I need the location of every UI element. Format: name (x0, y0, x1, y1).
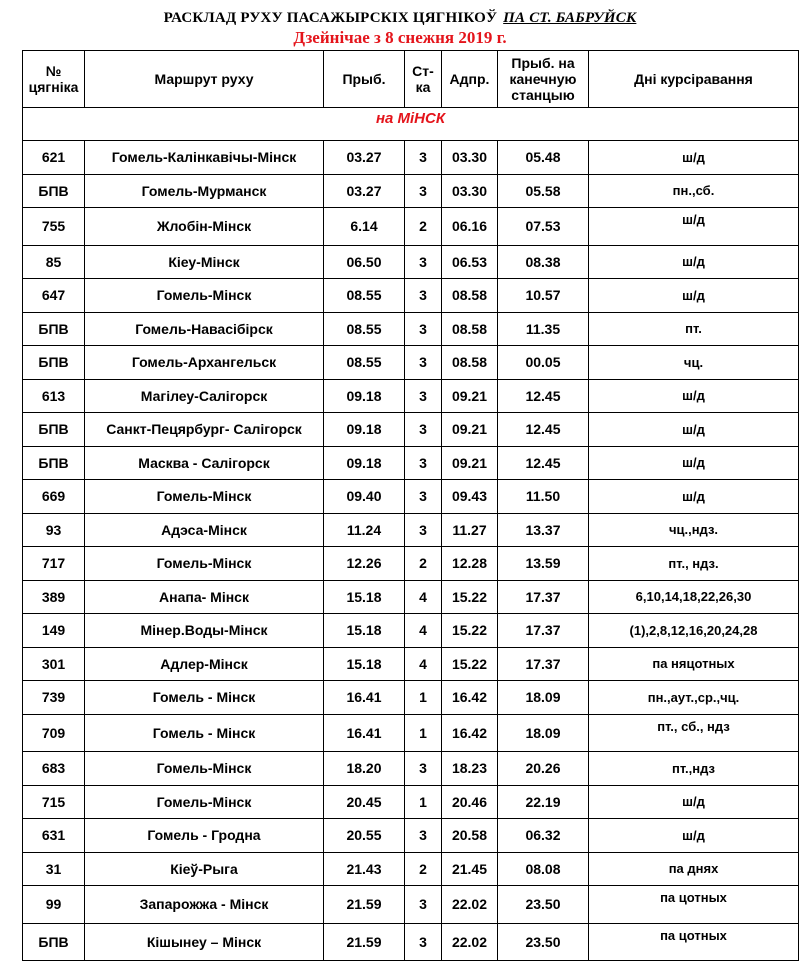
cell-arrival-time: 03.27 (324, 174, 405, 208)
cell-arrival-time: 09.40 (324, 480, 405, 514)
cell-arrival-time: 09.18 (324, 446, 405, 480)
cell-train-number: 149 (23, 614, 85, 648)
col-arrival: Прыб. (324, 51, 405, 108)
cell-final-arrival: 23.50 (498, 923, 589, 961)
cell-route: Гомель-Мінск (85, 785, 324, 819)
table-row (23, 886, 799, 924)
cell-train-number: 739 (23, 681, 85, 715)
cell-route: Гомель - Мінск (85, 681, 324, 715)
cell-arrival-time: 15.18 (324, 580, 405, 614)
station-name: ПА СТ. БАБРУЙСК (503, 10, 637, 26)
table-row (23, 752, 799, 786)
cell-departure-time: 15.22 (442, 580, 498, 614)
cell-platform: 3 (405, 312, 442, 346)
cell-route: Гомель-Мурманск (85, 174, 324, 208)
col-route: Маршрут руху (85, 51, 324, 108)
table-row (23, 413, 799, 447)
table-row (23, 312, 799, 346)
cell-platform: 3 (405, 174, 442, 208)
table-row (23, 208, 799, 246)
cell-route: Гомель-Навасібірск (85, 312, 324, 346)
cell-running-days: па цотных (589, 923, 799, 961)
cell-final-arrival: 05.48 (498, 141, 589, 175)
header-row (23, 51, 799, 108)
cell-arrival-time: 21.43 (324, 852, 405, 886)
table-row (23, 279, 799, 313)
cell-arrival-time: 08.55 (324, 312, 405, 346)
cell-route: Запарожжа - Мінск (85, 886, 324, 924)
cell-route: Гомель - Гродна (85, 819, 324, 853)
cell-running-days: ш/д (589, 141, 799, 175)
cell-train-number: 85 (23, 245, 85, 279)
cell-route: Гомель - Мінск (85, 714, 324, 752)
cell-train-number: БПВ (23, 923, 85, 961)
table-row (23, 647, 799, 681)
cell-arrival-time: 16.41 (324, 714, 405, 752)
cell-platform: 3 (405, 379, 442, 413)
cell-train-number: 669 (23, 480, 85, 514)
cell-train-number: БПВ (23, 312, 85, 346)
cell-final-arrival: 11.35 (498, 312, 589, 346)
table-row (23, 714, 799, 752)
cell-running-days: пт.,ндз (589, 752, 799, 786)
cell-platform: 4 (405, 647, 442, 681)
cell-route: Гомель-Мінск (85, 547, 324, 581)
cell-final-arrival: 08.38 (498, 245, 589, 279)
table-row (23, 446, 799, 480)
cell-running-days: ш/д (589, 279, 799, 313)
cell-route: Адлер-Мінск (85, 647, 324, 681)
cell-route: Анапа- Мінск (85, 580, 324, 614)
cell-running-days: пн.,сб. (589, 174, 799, 208)
cell-platform: 2 (405, 852, 442, 886)
cell-final-arrival: 00.05 (498, 346, 589, 380)
table-row (23, 174, 799, 208)
cell-running-days: па днях (589, 852, 799, 886)
cell-train-number: БПВ (23, 174, 85, 208)
col-train-number: № цягніка (23, 51, 85, 108)
cell-platform: 3 (405, 923, 442, 961)
table-row (23, 379, 799, 413)
cell-platform: 3 (405, 141, 442, 175)
col-platform: Ст- ка (405, 51, 442, 108)
cell-platform: 3 (405, 279, 442, 313)
cell-final-arrival: 10.57 (498, 279, 589, 313)
cell-final-arrival: 20.26 (498, 752, 589, 786)
table-row (23, 513, 799, 547)
cell-platform: 3 (405, 819, 442, 853)
cell-running-days: пт., сб., ндз (589, 714, 799, 752)
cell-arrival-time: 15.18 (324, 614, 405, 648)
cell-departure-time: 08.58 (442, 346, 498, 380)
cell-platform: 3 (405, 245, 442, 279)
cell-running-days: па цотных (589, 886, 799, 924)
cell-departure-time: 11.27 (442, 513, 498, 547)
cell-train-number: 93 (23, 513, 85, 547)
cell-route: Гомель-Мінск (85, 480, 324, 514)
cell-final-arrival: 18.09 (498, 714, 589, 752)
cell-final-arrival: 13.37 (498, 513, 589, 547)
direction-row (23, 108, 799, 137)
cell-departure-time: 06.16 (442, 208, 498, 246)
cell-train-number: 621 (23, 141, 85, 175)
cell-departure-time: 20.46 (442, 785, 498, 819)
cell-departure-time: 12.28 (442, 547, 498, 581)
cell-running-days: ш/д (589, 785, 799, 819)
cell-final-arrival: 13.59 (498, 547, 589, 581)
cell-train-number: 31 (23, 852, 85, 886)
title-text: РАСКЛАД РУХУ ПАСАЖЫРСКІХ ЦЯГНІКОЎ (163, 10, 498, 26)
cell-train-number: 683 (23, 752, 85, 786)
cell-departure-time: 15.22 (442, 647, 498, 681)
cell-final-arrival: 17.37 (498, 580, 589, 614)
cell-arrival-time: 06.50 (324, 245, 405, 279)
cell-platform: 2 (405, 547, 442, 581)
table-row (23, 819, 799, 853)
cell-running-days: па няцотных (589, 647, 799, 681)
table-row (23, 614, 799, 648)
cell-running-days: ш/д (589, 208, 799, 246)
cell-route: Кішынеу – Мінск (85, 923, 324, 961)
cell-departure-time: 03.30 (442, 141, 498, 175)
cell-running-days: ш/д (589, 480, 799, 514)
cell-train-number: 647 (23, 279, 85, 313)
cell-departure-time: 03.30 (442, 174, 498, 208)
cell-platform: 1 (405, 785, 442, 819)
cell-train-number: 709 (23, 714, 85, 752)
cell-route: Гомель-Архангельск (85, 346, 324, 380)
cell-route: Гомель-Мінск (85, 752, 324, 786)
cell-final-arrival: 07.53 (498, 208, 589, 246)
cell-departure-time: 22.02 (442, 923, 498, 961)
cell-arrival-time: 11.24 (324, 513, 405, 547)
cell-route: Кіеў-Рыга (85, 852, 324, 886)
cell-platform: 4 (405, 614, 442, 648)
cell-platform: 3 (405, 413, 442, 447)
cell-platform: 3 (405, 446, 442, 480)
cell-running-days: ш/д (589, 819, 799, 853)
cell-platform: 3 (405, 346, 442, 380)
cell-arrival-time: 03.27 (324, 141, 405, 175)
effective-date: Дзейнічае з 8 снежня 2019 г. (293, 28, 507, 47)
cell-running-days: ш/д (589, 446, 799, 480)
cell-departure-time: 09.21 (442, 413, 498, 447)
cell-arrival-time: 18.20 (324, 752, 405, 786)
cell-running-days: ш/д (589, 245, 799, 279)
col-departure: Адпр. (442, 51, 498, 108)
cell-running-days: ш/д (589, 413, 799, 447)
cell-route: Жлобін-Мінск (85, 208, 324, 246)
cell-train-number: 755 (23, 208, 85, 246)
cell-running-days: пт., ндз. (589, 547, 799, 581)
cell-arrival-time: 08.55 (324, 279, 405, 313)
cell-final-arrival: 12.45 (498, 413, 589, 447)
cell-running-days: 6,10,14,18,22,26,30 (589, 580, 799, 614)
cell-train-number: 389 (23, 580, 85, 614)
cell-platform: 3 (405, 752, 442, 786)
cell-departure-time: 09.21 (442, 379, 498, 413)
document-title (0, 10, 800, 27)
cell-final-arrival: 08.08 (498, 852, 589, 886)
cell-departure-time: 09.43 (442, 480, 498, 514)
table-row (23, 923, 799, 961)
cell-departure-time: 20.58 (442, 819, 498, 853)
cell-final-arrival: 12.45 (498, 379, 589, 413)
cell-running-days: (1),2,8,12,16,20,24,28 (589, 614, 799, 648)
table-row (23, 547, 799, 581)
cell-final-arrival: 05.58 (498, 174, 589, 208)
cell-final-arrival: 17.37 (498, 614, 589, 648)
cell-platform: 2 (405, 208, 442, 246)
cell-platform: 3 (405, 886, 442, 924)
cell-train-number: 631 (23, 819, 85, 853)
cell-platform: 1 (405, 714, 442, 752)
table-row (23, 346, 799, 380)
cell-route: Гомель-Калінкавічы-Мінск (85, 141, 324, 175)
timetable (22, 50, 799, 961)
cell-departure-time: 18.23 (442, 752, 498, 786)
cell-arrival-time: 09.18 (324, 379, 405, 413)
cell-arrival-time: 21.59 (324, 886, 405, 924)
cell-route: Адэса-Мінск (85, 513, 324, 547)
cell-train-number: 613 (23, 379, 85, 413)
direction-label: на МіНСК (23, 108, 799, 137)
table-row (23, 480, 799, 514)
table-row (23, 785, 799, 819)
cell-platform: 1 (405, 681, 442, 715)
table-row (23, 681, 799, 715)
cell-route: Кіеу-Мінск (85, 245, 324, 279)
cell-final-arrival: 22.19 (498, 785, 589, 819)
cell-running-days: пт. (589, 312, 799, 346)
cell-departure-time: 16.42 (442, 681, 498, 715)
table-row (23, 141, 799, 175)
cell-platform: 3 (405, 513, 442, 547)
cell-train-number: 301 (23, 647, 85, 681)
cell-departure-time: 08.58 (442, 312, 498, 346)
cell-final-arrival: 11.50 (498, 480, 589, 514)
cell-train-number: БПВ (23, 346, 85, 380)
cell-arrival-time: 15.18 (324, 647, 405, 681)
cell-train-number: БПВ (23, 413, 85, 447)
cell-route: Мінер.Воды-Мінск (85, 614, 324, 648)
cell-departure-time: 15.22 (442, 614, 498, 648)
cell-route: Масква - Салігорск (85, 446, 324, 480)
cell-arrival-time: 09.18 (324, 413, 405, 447)
cell-platform: 3 (405, 480, 442, 514)
cell-departure-time: 08.58 (442, 279, 498, 313)
cell-running-days: чц.,ндз. (589, 513, 799, 547)
cell-route: Магілеу-Салігорск (85, 379, 324, 413)
cell-train-number: БПВ (23, 446, 85, 480)
cell-train-number: 715 (23, 785, 85, 819)
cell-final-arrival: 17.37 (498, 647, 589, 681)
cell-train-number: 717 (23, 547, 85, 581)
document-header (0, 0, 800, 48)
cell-route: Санкт-Пецярбург- Салігорск (85, 413, 324, 447)
cell-arrival-time: 20.45 (324, 785, 405, 819)
cell-arrival-time: 08.55 (324, 346, 405, 380)
cell-final-arrival: 18.09 (498, 681, 589, 715)
cell-final-arrival: 23.50 (498, 886, 589, 924)
cell-departure-time: 22.02 (442, 886, 498, 924)
cell-running-days: чц. (589, 346, 799, 380)
cell-arrival-time: 12.26 (324, 547, 405, 581)
cell-departure-time: 06.53 (442, 245, 498, 279)
cell-arrival-time: 6.14 (324, 208, 405, 246)
cell-departure-time: 09.21 (442, 446, 498, 480)
table-row (23, 852, 799, 886)
cell-arrival-time: 21.59 (324, 923, 405, 961)
cell-arrival-time: 16.41 (324, 681, 405, 715)
cell-train-number: 99 (23, 886, 85, 924)
table-row (23, 580, 799, 614)
table-row (23, 245, 799, 279)
cell-platform: 4 (405, 580, 442, 614)
cell-departure-time: 21.45 (442, 852, 498, 886)
cell-running-days: пн.,аут.,ср.,чц. (589, 681, 799, 715)
cell-running-days: ш/д (589, 379, 799, 413)
cell-route: Гомель-Мінск (85, 279, 324, 313)
col-final-arrival: Прыб. на канечную станцыю (498, 51, 589, 108)
cell-final-arrival: 12.45 (498, 446, 589, 480)
cell-final-arrival: 06.32 (498, 819, 589, 853)
cell-arrival-time: 20.55 (324, 819, 405, 853)
cell-departure-time: 16.42 (442, 714, 498, 752)
col-days: Дні курсіравання (589, 51, 799, 108)
